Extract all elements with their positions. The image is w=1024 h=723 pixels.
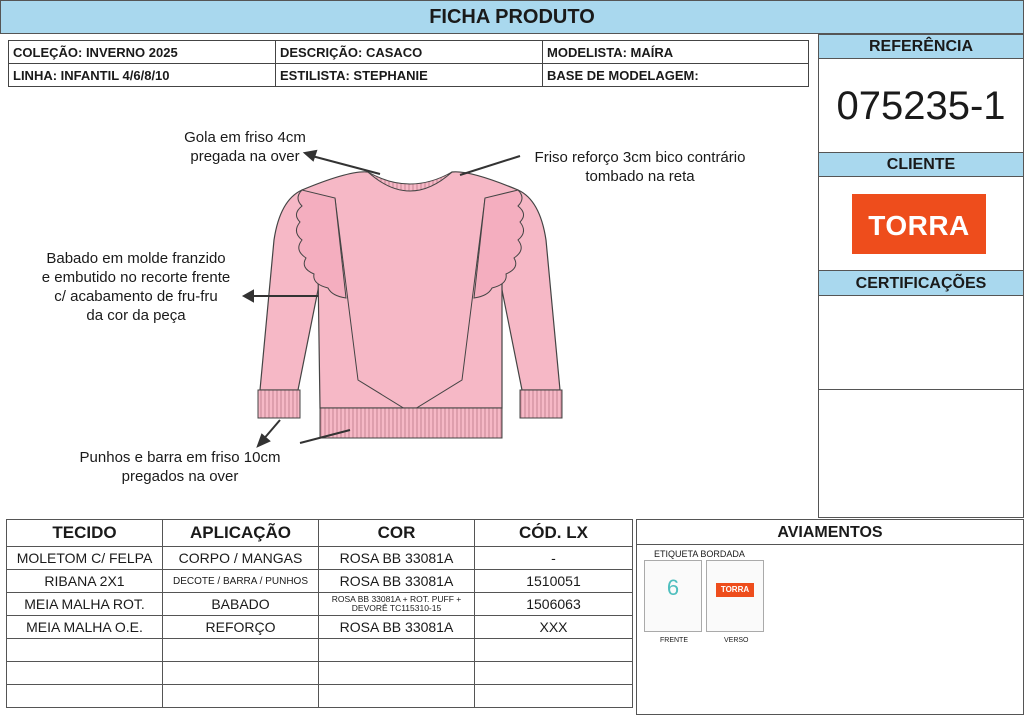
header-tecido: TECIDO	[7, 520, 163, 547]
table-row	[7, 547, 633, 570]
cell: DECOTE / BARRA / PUNHOS	[163, 570, 319, 593]
cell: MEIA MALHA O.E.	[7, 616, 163, 639]
babado-line-3: c/ acabamento de fru-fru	[54, 288, 218, 305]
cell: RIBANA 2X1	[7, 570, 163, 593]
label-front-number: 6	[666, 575, 680, 600]
table-row	[7, 593, 633, 616]
torra-logo: TORRA	[852, 194, 986, 254]
certificacoes-header: CERTIFICAÇÕES	[818, 270, 1024, 296]
table-row	[7, 685, 633, 708]
cell: BABADO	[163, 593, 319, 616]
friso-line-1: Friso reforço 3cm bico contrário	[534, 149, 746, 166]
header-cod-lx: CÓD. LX	[475, 520, 633, 547]
colecao-field: COLEÇÃO: INVERNO 2025	[9, 41, 276, 64]
table-row	[7, 662, 633, 685]
table-row	[7, 570, 633, 593]
page-title: FICHA PRODUTO	[0, 0, 1024, 34]
gola-annotation	[160, 128, 330, 166]
cell: CORPO / MANGAS	[163, 547, 319, 570]
descricao-field: DESCRIÇÃO: CASACO	[276, 41, 543, 64]
divider	[818, 389, 1024, 390]
cell: ROSA BB 33081A + ROT. PUFF + DEVORÊ TC115310-15	[319, 593, 475, 616]
etiqueta-label: ETIQUETA BORDADA	[654, 549, 745, 559]
aviamentos-header: AVIAMENTOS	[636, 519, 1024, 545]
friso-annotation	[505, 148, 775, 186]
modelista-field: MODELISTA: MAÍRA	[543, 41, 809, 64]
base-modelagem-field: BASE DE MODELAGEM:	[543, 64, 809, 87]
cell: ROSA BB 33081A	[319, 616, 475, 639]
header-cor: COR	[319, 520, 475, 547]
cell: 1506063	[475, 593, 633, 616]
babado-line-4: da cor da peça	[86, 307, 186, 324]
cell: MOLETOM C/ FELPA	[7, 547, 163, 570]
frente-label: FRENTE	[660, 637, 688, 644]
label-back	[706, 560, 764, 632]
babado-line-1: Babado em molde franzido	[46, 250, 226, 267]
babado-annotation	[20, 249, 252, 325]
referencia-header: REFERÊNCIA	[818, 34, 1024, 59]
header-aplicacao: APLICAÇÃO	[163, 520, 319, 547]
cliente-header: CLIENTE	[818, 152, 1024, 177]
cell: -	[475, 547, 633, 570]
punhos-line-1: Punhos e barra em friso 10cm	[79, 449, 281, 466]
cell: ROSA BB 33081A	[319, 547, 475, 570]
linha-field: LINHA: INFANTIL 4/6/8/10	[9, 64, 276, 87]
cell: ROSA BB 33081A	[319, 570, 475, 593]
fabric-table	[6, 519, 633, 708]
friso-line-2: tombado na reta	[585, 168, 695, 185]
cell: 1510051	[475, 570, 633, 593]
referencia-value: 075235-1	[836, 84, 1006, 128]
gola-line-2: pregada na over	[190, 148, 300, 165]
table-row	[7, 639, 633, 662]
cell: XXX	[475, 616, 633, 639]
label-back-logo: TORRA	[716, 583, 754, 597]
estilista-field: ESTILISTA: STEPHANIE	[276, 64, 543, 87]
punhos-annotation	[55, 448, 305, 486]
babado-line-2: e embutido no recorte frente	[41, 269, 231, 286]
label-front	[644, 560, 702, 632]
punhos-line-2: pregados na over	[121, 468, 239, 485]
verso-label: VERSO	[724, 637, 749, 644]
cell: MEIA MALHA ROT.	[7, 593, 163, 616]
table-row	[7, 616, 633, 639]
gola-line-1: Gola em friso 4cm	[184, 129, 306, 146]
cell: REFORÇO	[163, 616, 319, 639]
